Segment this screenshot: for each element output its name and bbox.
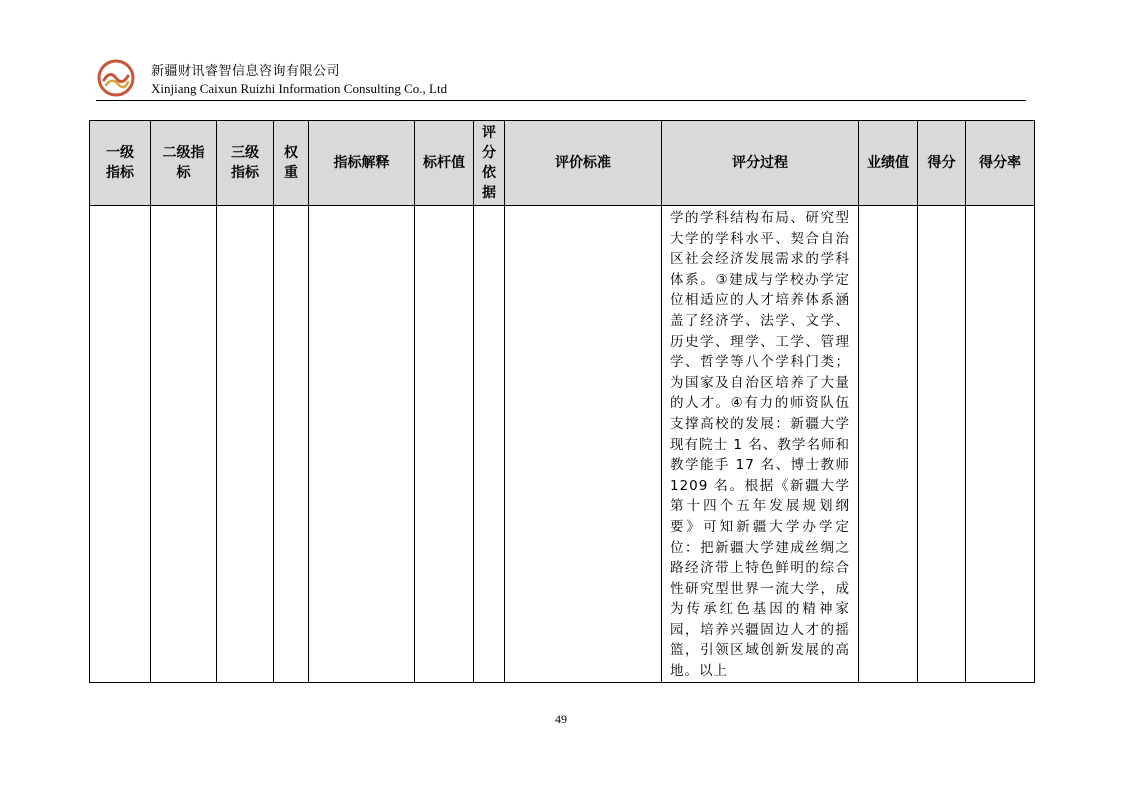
header-divider bbox=[96, 100, 1026, 101]
table-cell bbox=[217, 206, 274, 683]
table-row bbox=[90, 206, 1035, 683]
table-cell bbox=[859, 206, 918, 683]
evaluation-table bbox=[89, 120, 1035, 683]
column-header: 评分依据 bbox=[474, 121, 505, 206]
table-cell bbox=[90, 206, 151, 683]
page-number: 49 bbox=[555, 712, 567, 726]
column-header: 得分 bbox=[918, 121, 966, 206]
column-header: 指标解释 bbox=[309, 121, 415, 206]
column-header: 评价标准 bbox=[505, 121, 662, 206]
page-header bbox=[96, 56, 1026, 102]
column-header: 权重 bbox=[274, 121, 309, 206]
company-logo-icon bbox=[96, 58, 136, 98]
table-cell bbox=[918, 206, 966, 683]
evaluation-process-text: 学的学科结构布局、研究型大学的学科水平、契合自治区社会经济发展需求的学科体系。③建成与学校办学定位相适应的人才培养体系涵盖了经济学、法学、文学、历史学、理学、工学、管理学、哲学等八个学科门类；为国家及自治区培养了大量的人才。④有力的师资队伍支撑高校的发展：新疆大学现有院士 1 名、教学名师和教学能手 17 名、博士教师1209 名。根据《新疆大学第十四个五年发展规划纲要》可知新疆大学办学定位：把新疆大学建成丝绸之路经济带上特色鲜明的综合性研究型世界一流大学，成为传承红色基因的精神家园，培养兴疆固边人才的摇篮，引领区域创新发展的高地。以上 bbox=[670, 210, 850, 680]
column-header: 业绩值 bbox=[859, 121, 918, 206]
company-name-en: Xinjiang Caixun Ruizhi Information Consulting Co., Ltd bbox=[151, 81, 448, 96]
column-header: 三级指标 bbox=[217, 121, 274, 206]
column-header: 标杆值 bbox=[415, 121, 474, 206]
table-cell bbox=[274, 206, 309, 683]
company-name-cn: 新疆财讯睿智信息咨询有限公司 bbox=[151, 64, 341, 79]
table-cell bbox=[151, 206, 217, 683]
table-cell bbox=[505, 206, 662, 683]
table-header-row bbox=[90, 121, 1035, 206]
evaluation-process-cell bbox=[662, 206, 859, 683]
table-cell bbox=[474, 206, 505, 683]
column-header: 一级指标 bbox=[90, 121, 151, 206]
table-cell bbox=[966, 206, 1035, 683]
column-header: 评分过程 bbox=[662, 121, 859, 206]
column-header: 二级指标 bbox=[151, 121, 217, 206]
table-cell bbox=[415, 206, 474, 683]
table-cell bbox=[309, 206, 415, 683]
column-header: 得分率 bbox=[966, 121, 1035, 206]
